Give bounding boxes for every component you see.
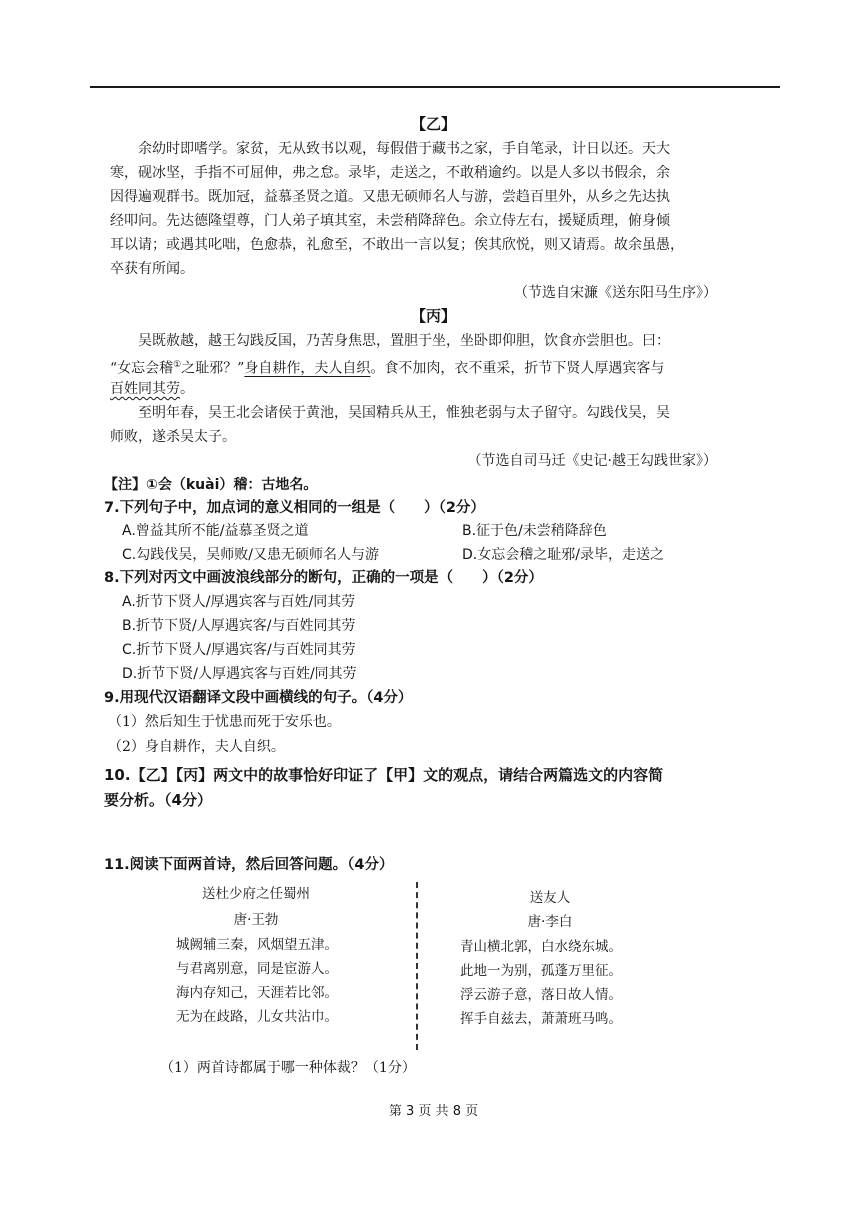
bing-line-5: 师败，遂杀吴太子。 bbox=[110, 429, 236, 445]
q7-option-a[interactable]: A.曾益其所不能/益慕圣贤之道 bbox=[122, 523, 309, 539]
yi-line-2: 寒，砚冰坚，手指不可屈伸，弗之怠。录毕，走送之，不敢稍逾约。以是人多以书假余，余 bbox=[110, 165, 670, 181]
poem-1-line-4: 无为在歧路，儿女共沾巾。 bbox=[176, 1009, 338, 1025]
poem-2-line-3: 浮云游子意，落日故人情。 bbox=[460, 987, 622, 1003]
annotation-note: 【注】①会（kuài）稽：古地名。 bbox=[104, 477, 318, 493]
q8-option-b[interactable]: B.折节下贤/人厚遇宾客/与百姓同其劳 bbox=[122, 618, 356, 634]
section-bing-heading: 【丙】 bbox=[410, 307, 456, 325]
page-footer: 第 3 页 共 8 页 bbox=[388, 1104, 479, 1119]
bing-line-1: 吴既赦越，越王勾践反国，乃苦身焦思，置胆于坐，坐卧即仰胆，饮食亦尝胆也。曰： bbox=[138, 333, 670, 349]
poem-1-line-1: 城阙辅三秦，风烟望五津。 bbox=[176, 937, 338, 953]
poem-2-line-1: 青山横北郭，白水绕东城。 bbox=[460, 939, 622, 955]
footnote-marker: ① bbox=[173, 360, 182, 370]
q7-option-c[interactable]: C.勾践伐吴，吴师败/又患无硕师名人与游 bbox=[122, 547, 379, 563]
bing-line-4: 至明年春，吴王北会诸侯于黄池，吴国精兵从王，惟独老弱与太子留守。勾践伐吴，吴 bbox=[138, 405, 670, 421]
poem-2-line-2: 此地一为别，孤蓬万里征。 bbox=[460, 963, 622, 979]
bing-source: （节选自司马迁《史记·越王勾践世家》） bbox=[467, 453, 717, 469]
yi-line-4: 经叩问。先达德隆望尊，门人弟子填其室，未尝稍降辞色。余立侍左右，援疑质理，俯身倾 bbox=[110, 213, 670, 229]
bing-line-2 bbox=[110, 355, 664, 379]
question-8-stem: 8.下列对丙文中画波浪线部分的断句，正确的一项是（ ）（2分） bbox=[104, 570, 543, 586]
question-10-line-1: 10.【乙】【丙】两文中的故事恰好印证了【甲】文的观点，请结合两篇选文的内容简 bbox=[104, 766, 664, 784]
poem-1-line-2: 与君离别意，同是宦游人。 bbox=[176, 961, 338, 977]
poem-1-author: 唐·王勃 bbox=[233, 912, 279, 928]
q8-option-d[interactable]: D.折节下贤/人厚遇宾客与百姓/同其劳 bbox=[122, 666, 357, 682]
yi-source: （节选自宋濂《送东阳马生序》） bbox=[514, 285, 717, 301]
q7-option-d[interactable]: D.女忘会稽之耻邪/录毕，走送之 bbox=[462, 547, 664, 563]
top-rule bbox=[90, 86, 780, 88]
poem-divider bbox=[416, 882, 418, 1050]
bing-quote-start: “女忘会稽 bbox=[110, 360, 174, 377]
bing-quote-end: 之耻邪？” bbox=[181, 360, 245, 377]
poem-1-line-3: 海内存知己，天涯若比邻。 bbox=[176, 985, 338, 1001]
question-11-stem: 11.阅读下面两首诗，然后回答问题。（4分） bbox=[104, 857, 394, 873]
poem-2-title: 送友人 bbox=[529, 890, 571, 906]
q7-option-b[interactable]: B.征于色/未尝稍降辞色 bbox=[462, 523, 607, 539]
q9-item-1: （1）然后知生于忧患而死于安乐也。 bbox=[108, 714, 341, 730]
section-yi-heading: 【乙】 bbox=[410, 115, 456, 133]
question-10-line-2: 要分析。（4分） bbox=[104, 791, 212, 809]
yi-line-1: 余幼时即嗜学。家贫，无从致书以观，每假借于藏书之家，手自笔录，计日以还。天大 bbox=[138, 141, 670, 157]
question-9-stem: 9.用现代汉语翻译文段中画横线的句子。（4分） bbox=[104, 690, 413, 706]
bing-line-3 bbox=[110, 379, 194, 399]
poem-2-line-4: 挥手自兹去，萧萧班马鸣。 bbox=[460, 1011, 622, 1027]
q8-option-a[interactable]: A.折节下贤人/厚遇宾客与百姓/同其劳 bbox=[122, 594, 356, 610]
bing-line-3-end: 。 bbox=[180, 381, 194, 397]
q11-subquestion-1: （1）两首诗都属于哪一种体裁？（1分） bbox=[160, 1060, 416, 1076]
bing-line-2-rest: 。食不加肉，衣不重采，折节下贤人厚遇宾客与 bbox=[370, 360, 665, 377]
q8-option-c[interactable]: C.折节下贤人/厚遇宾客/与百姓同其劳 bbox=[122, 642, 356, 658]
poem-1-title: 送杜少府之任蜀州 bbox=[202, 886, 310, 902]
yi-line-3: 因得遍观群书。既加冠，益慕圣贤之道。又患无硕师名人与游，尝趋百里外，从乡之先达执 bbox=[110, 189, 670, 205]
underlined-sentence: 身自耕作，夫人自织 bbox=[244, 360, 371, 377]
q9-item-2: （2）身自耕作，夫人自织。 bbox=[108, 739, 285, 755]
yi-line-6: 卒获有所闻。 bbox=[110, 261, 194, 277]
yi-line-5: 耳以请；或遇其叱咄，色愈恭，礼愈至，不敢出一言以复；俟其欣悦，则又请焉。故余虽愚， bbox=[110, 237, 684, 253]
poem-2-author: 唐·李白 bbox=[527, 914, 573, 930]
wavy-underlined-phrase: 百姓同其劳 bbox=[110, 381, 180, 397]
question-7-stem: 7.下列句子中，加点词的意义相同的一组是（ ）（2分） bbox=[104, 500, 485, 516]
